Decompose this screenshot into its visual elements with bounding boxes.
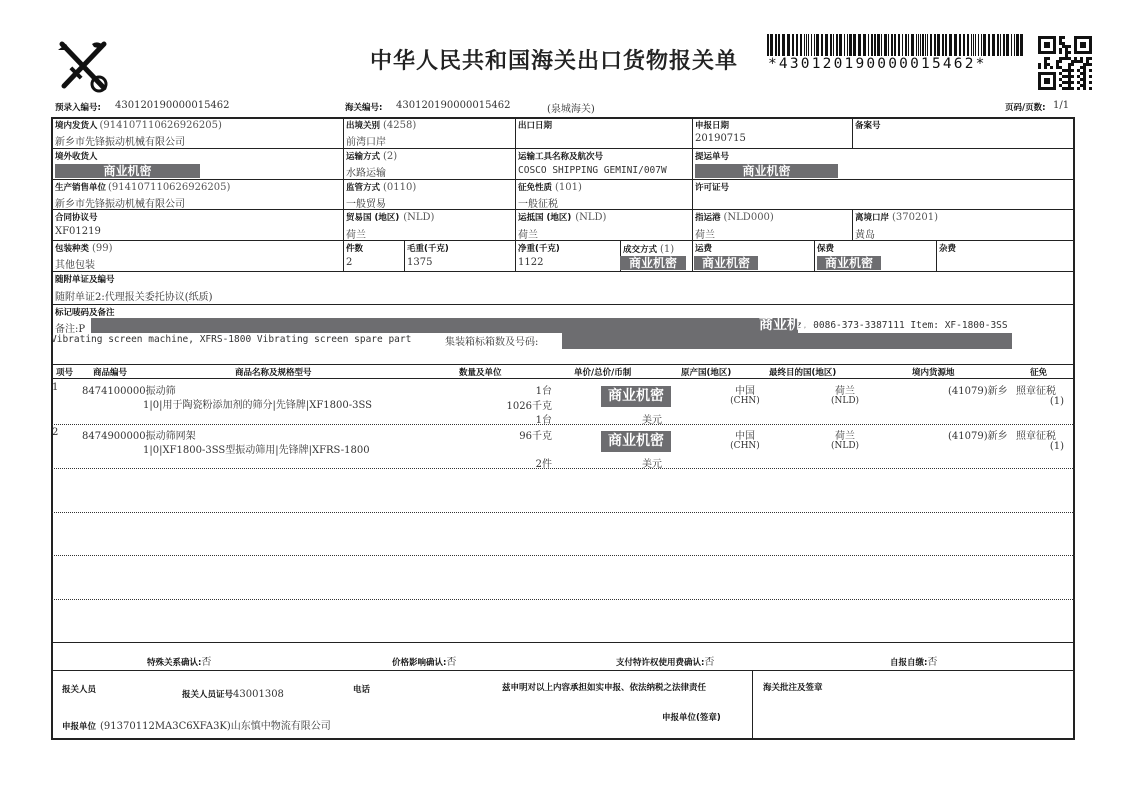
- seller-name: 新乡市先锋振动机械有限公司: [55, 199, 185, 210]
- supervision-label: 监管方式 (0110): [346, 182, 417, 193]
- legal-statement: 兹申明对以上内容承担如实申报、依法纳税之法律责任: [502, 683, 707, 693]
- levy-nature-name: 一般征税: [518, 199, 558, 210]
- exit-customs-name: 前湾口岸: [346, 137, 386, 148]
- pre-entry-label: 预录入编号:: [55, 103, 101, 113]
- transport-name: 水路运输: [346, 168, 386, 179]
- remark-line2: Vibrating screen machine, XFRS-1800 Vibrating screen spare part: [51, 334, 412, 345]
- license-label: 许可证号: [695, 183, 730, 193]
- declarant-label: 报关人员: [62, 685, 97, 695]
- barcode-icon: [767, 34, 1029, 56]
- item-2-source: (41079)新乡: [948, 431, 1008, 442]
- item-1-source: (41079)新乡: [948, 386, 1008, 397]
- declarant-cert: 报关人员证号43001308: [182, 689, 284, 700]
- bill-of-lading-label: 提运单号: [695, 152, 730, 162]
- package-name: 其他包装: [55, 260, 95, 271]
- freight-redacted: 商业机密: [694, 256, 758, 270]
- col-quantity: 数量及单位: [459, 368, 502, 378]
- customs-number: 430120190000015462: [396, 100, 511, 111]
- customs-emblem-icon: [52, 38, 114, 96]
- deal-mode-redacted: 商业机密: [620, 256, 686, 270]
- item-2-qty3: 2件: [535, 459, 552, 470]
- special-relation: 特殊关系确认:否: [147, 657, 212, 668]
- remark-tail: z, 0086-373-3387111 Item: XF-1800-3SS: [796, 320, 1008, 331]
- gross-weight-value: 1375: [407, 257, 433, 268]
- misc-fee-label: 杂费: [939, 244, 957, 254]
- item-1-spec: 1|0|用于陶瓷粉添加剂的筛分|先锋牌|XF1800-3SS: [143, 400, 372, 411]
- item-2-origin: 中国: [735, 431, 755, 442]
- col-price: 单价/总价/币制: [574, 368, 632, 378]
- unit-seal-label: 申报单位(签章): [662, 713, 721, 723]
- item-2-dest: 荷兰: [835, 431, 855, 442]
- supervision-name: 一般贸易: [346, 199, 386, 210]
- freight-label: 运费: [695, 244, 713, 254]
- item-2-code-name: 8474900000振动筛网架: [82, 431, 196, 442]
- levy-nature-label: 征免性质 (101): [518, 182, 582, 193]
- exit-port-label: 离境口岸 (370201): [855, 212, 938, 223]
- royalty-confirm: 支付特许权使用费确认:否: [616, 657, 715, 668]
- item-2-dest-code: (NLD): [830, 441, 860, 451]
- item-1-qty1: 1台: [535, 386, 552, 397]
- vessel-label: 运输工具名称及航次号: [518, 152, 604, 162]
- dest-port-label: 指运港 (NLD000): [695, 212, 774, 223]
- dest-country-label: 运抵国 (地区) (NLD): [518, 212, 607, 223]
- container-label: 集装箱标箱数及号码:: [445, 337, 539, 348]
- export-date-label: 出口日期: [518, 121, 553, 131]
- remark-prefix: 备注:P: [55, 324, 86, 335]
- item-1-levy-code: (1): [1049, 396, 1064, 407]
- barcode-number: *430120190000015462*: [768, 56, 987, 72]
- insurance-redacted: 商业机密: [817, 256, 881, 270]
- remark-redacted-bar: [91, 318, 798, 333]
- item-1-qty3: 1台: [535, 415, 552, 426]
- price-influence: 价格影响确认:否: [392, 657, 457, 668]
- dest-port-name: 荷兰: [695, 230, 715, 241]
- customs-number-label: 海关编号:: [345, 103, 383, 113]
- item-1-dest: 荷兰: [835, 386, 855, 397]
- declare-date-label: 申报日期: [695, 121, 730, 131]
- item-2-qty1: 96千克: [519, 431, 552, 442]
- item-1-dest-code: (NLD): [830, 396, 860, 406]
- insurance-label: 保费: [817, 244, 835, 254]
- net-weight-value: 1122: [518, 257, 544, 268]
- pieces-label: 件数: [346, 244, 364, 254]
- exit-customs-label: 出境关别 (4258): [346, 120, 417, 131]
- col-origin: 原产国(地区): [681, 368, 732, 378]
- transport-label: 运输方式 (2): [346, 151, 398, 162]
- consignor-label: 境内发货人 (914107110626926205): [55, 120, 222, 131]
- consignee-label: 境外收货人: [55, 152, 98, 162]
- col-destination: 最终目的国(地区): [769, 368, 837, 378]
- exit-port-name: 黄岛: [855, 230, 875, 241]
- pieces-value: 2: [346, 257, 353, 268]
- item-1-levy: 照章征税: [1016, 386, 1056, 397]
- trade-country-name: 荷兰: [346, 230, 366, 241]
- gross-weight-label: 毛重(千克): [407, 244, 449, 254]
- item-1-price-redacted: 商业机密: [601, 386, 671, 407]
- page-label: 页码/页数:: [1005, 103, 1046, 113]
- contract-label: 合同协议号: [55, 213, 98, 223]
- seller-label: 生产销售单位 (914107110626926205): [55, 182, 231, 193]
- item-2-currency: 美元: [642, 459, 662, 470]
- container-redacted: 商业机密: [562, 333, 1012, 349]
- marks-label: 标记唛码及备注: [55, 308, 115, 318]
- dest-country-name: 荷兰: [518, 230, 538, 241]
- net-weight-label: 净重(千克): [518, 244, 560, 254]
- pre-entry-number: 430120190000015462: [115, 100, 230, 111]
- col-levy: 征免: [1030, 368, 1048, 378]
- package-label: 包装种类 (99): [55, 243, 113, 254]
- item-2-origin-code: (CHN): [730, 441, 760, 451]
- declaring-unit: 申报单位 (91370112MA3C6XFA3K)山东慎中物流有限公司: [62, 721, 331, 732]
- col-item-no: 项号: [56, 368, 74, 378]
- attached-docs-label: 随附单证及编号: [55, 275, 115, 285]
- item-1-currency: 美元: [642, 415, 662, 426]
- consignor-name: 新乡市先锋振动机械有限公司: [55, 137, 185, 148]
- phone-label: 电话: [353, 685, 371, 695]
- deal-mode-label: 成交方式 (1): [623, 244, 675, 255]
- customs-office: (泉城海关): [547, 104, 595, 115]
- page-value: 1/1: [1053, 100, 1070, 111]
- item-1-qty2: 1026千克: [506, 401, 552, 412]
- record-no-label: 备案号: [855, 121, 881, 131]
- contract-number: XF01219: [55, 226, 101, 237]
- col-hs-code: 商品编号: [93, 368, 128, 378]
- item-1-origin-code: (CHN): [730, 396, 760, 406]
- item-1-origin: 中国: [735, 386, 755, 397]
- attached-docs-value: 随附单证2:代理报关委托协议(纸质): [55, 292, 213, 303]
- self-pay: 自报自缴:否: [890, 657, 938, 668]
- trade-country-label: 贸易国 (地区) (NLD): [346, 212, 435, 223]
- item-2-spec: 1|0|XF1800-3SS型振动筛用|先锋牌|XFRS-1800: [143, 445, 370, 456]
- item-1-code-name: 8474100000振动筛: [82, 386, 176, 397]
- qr-code-icon: [1038, 36, 1092, 90]
- col-name-spec: 商品名称及规格型号: [235, 368, 312, 378]
- bill-of-lading-redacted: 商业机密: [695, 164, 838, 178]
- vessel-value: COSCO SHIPPING GEMINI/007W: [518, 165, 667, 176]
- declare-date: 20190715: [695, 133, 746, 144]
- col-source: 境内货源地: [912, 368, 955, 378]
- form-title: 中华人民共和国海关出口货物报关单: [370, 49, 739, 74]
- item-2-no: 2: [52, 427, 59, 438]
- item-2-levy-code: (1): [1049, 441, 1064, 452]
- item-2-levy: 照章征税: [1016, 431, 1056, 442]
- item-2-price-redacted: 商业机密: [601, 431, 671, 452]
- item-1-no: 1: [52, 382, 59, 393]
- customs-approval-label: 海关批注及签章: [763, 683, 823, 693]
- consignee-redacted: 商业机密: [55, 164, 200, 178]
